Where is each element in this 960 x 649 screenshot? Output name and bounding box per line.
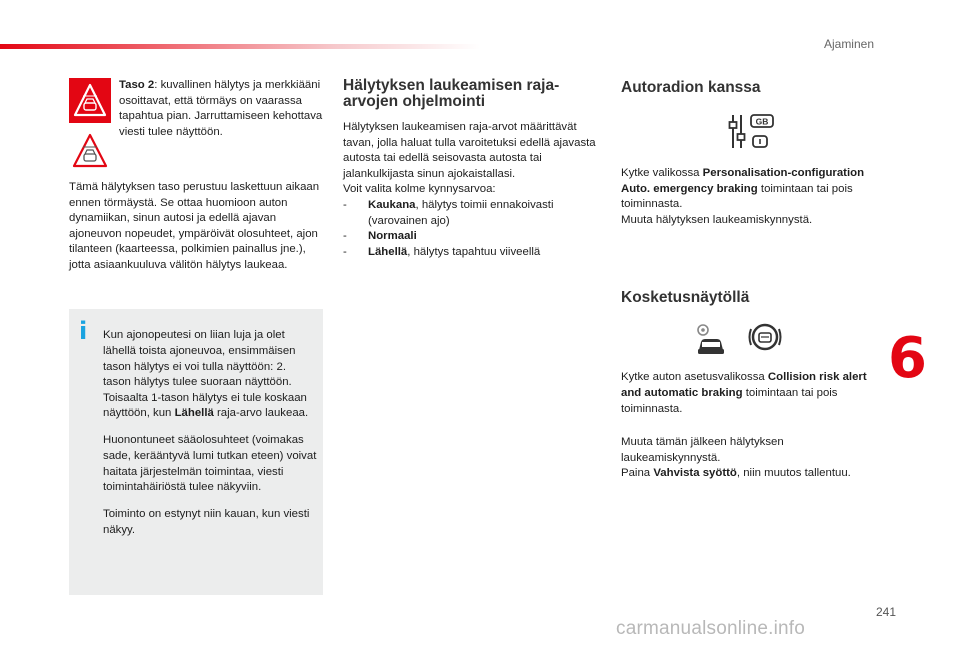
info-p1-start: Kun ajonopeutesi on liian luja ja olet lähellä toista ajoneuvoa, ensimmäisen tason hälytys ei voi tulla näyttöön: 2. tason hälytys tulee suoraan näyttöön. Toisaalta 1-tason hälytys ei tule koskaan näyttöön, kun [103,329,307,420]
touchscreen-instruction-2: Muuta tämän jälkeen hälytyksen laukeamiskynnystä. [621,436,784,464]
level2-label: Taso 2 [119,79,155,91]
info-p1-bold: Lähellä [174,407,214,420]
threshold-list [343,198,601,260]
info-box [69,309,323,595]
list-dash: - [343,230,347,243]
collision-warning-outline-icon [69,130,111,172]
right-column [621,78,871,482]
radio-p-start: Kytke valikossa [621,167,703,179]
list-item [343,245,601,261]
info-paragraph-1 [103,328,317,422]
level2-text [119,78,323,140]
level2-description: : kuvallinen hälytys ja merkkiääni osoittavat, että törmäys on vaarassa tapahtua pian. Jarruttamiseen kehottava viesti tulee näyttöön. [119,79,323,138]
touch-menu-path: Collision risk alert and automatic braking [621,371,867,399]
collision-alert-icon [747,320,783,354]
radio-title: Autoradion kanssa [621,79,761,96]
list-item [343,198,601,229]
level2-block [69,78,323,178]
left-column [69,78,323,274]
section-title: Ajaminen [823,37,874,51]
confirm-label: Vahvista syöttö [653,467,737,480]
threshold-choose: Voit valita kolme kynnysarvoa: [343,183,496,196]
radio-settings-icon [621,112,871,166]
list-item [343,229,601,245]
list-item-bold: Kaukana [368,198,416,211]
collision-warning-red-icon [69,78,111,123]
radio-p-end: toimintaan tai pois toiminnasta. [621,182,853,211]
middle-column [343,78,601,260]
list-item-text: , hälytys toimii ennakoivasti (varovainen ajo) [368,198,554,227]
touchscreen-instruction-3 [621,466,871,482]
touch-p-start: Kytke auton asetusvalikossa [621,371,768,384]
radio-icon-label: GB [755,116,769,127]
touch-p3-start: Paina [621,467,654,480]
radio-instruction-2: Muuta hälytyksen laukeamiskynnystä. [621,213,813,226]
level-explanation: Tämä hälytyksen taso perustuu laskettuun aikaan ennen törmäystä. Se ottaa huomioon auton dynamiikan, sinun autosi ja edellä ajavan ajoneuvon nopeudet, ympäröivät olosuhteet, ajon tilanteen (kaarteessa, polkimien painallus jne.), jotta asiaankuuluva välitön hälytys laukeaa. [69,181,320,271]
touch-p3-end: , niin muutos tallentuu. [736,467,851,480]
watermark: carmanualsonline.info [616,618,806,639]
page-number: 241 [876,605,897,619]
info-text [103,317,317,550]
radio-instruction [621,166,871,213]
car-settings-icon [693,322,729,356]
list-item-bold: Lähellä [368,245,408,258]
list-item-text: , hälytys tapahtuu viiveellä [407,245,541,258]
threshold-intro: Hälytyksen laukeamisen raja-arvot määrittävät tavan, jolla haluat tulla varoitetuksi edellä ajavasta autosta tai edellä seisovasta autosta tai jalankulkijasta sinun ajokaistallasi. [343,121,596,180]
list-dash: - [343,245,347,258]
info-paragraph-2: Huonontuneet sääolosuhteet (voimakas sade, kerääntyvä lumi tutkan eteen) voivat haitata järjestelmän toimintaa, viesti toimintahäiriöstä tulee näkyviin. [103,434,317,494]
list-item-bold: Normaali [368,230,417,243]
header-accent-bar [0,44,480,49]
touchscreen-instruction [621,370,871,417]
threshold-title: Hälytyksen laukeamisen raja-arvojen ohjelmointi [343,77,560,110]
radio-menu-path: Personalisation-configuration Auto. emergency braking [621,167,865,195]
list-dash: - [343,198,347,211]
info-paragraph-3: Toiminto on estynyt niin kauan, kun viesti näkyy. [103,508,310,536]
chapter-number: 6 [888,326,927,391]
touch-p-end: toimintaan tai pois toiminnasta. [621,386,838,415]
info-p1-end: raja-arvo laukeaa. [213,407,309,420]
touchscreen-icons [621,320,871,370]
info-icon: i [79,317,88,345]
touchscreen-title: Kosketusnäytöllä [621,289,750,307]
